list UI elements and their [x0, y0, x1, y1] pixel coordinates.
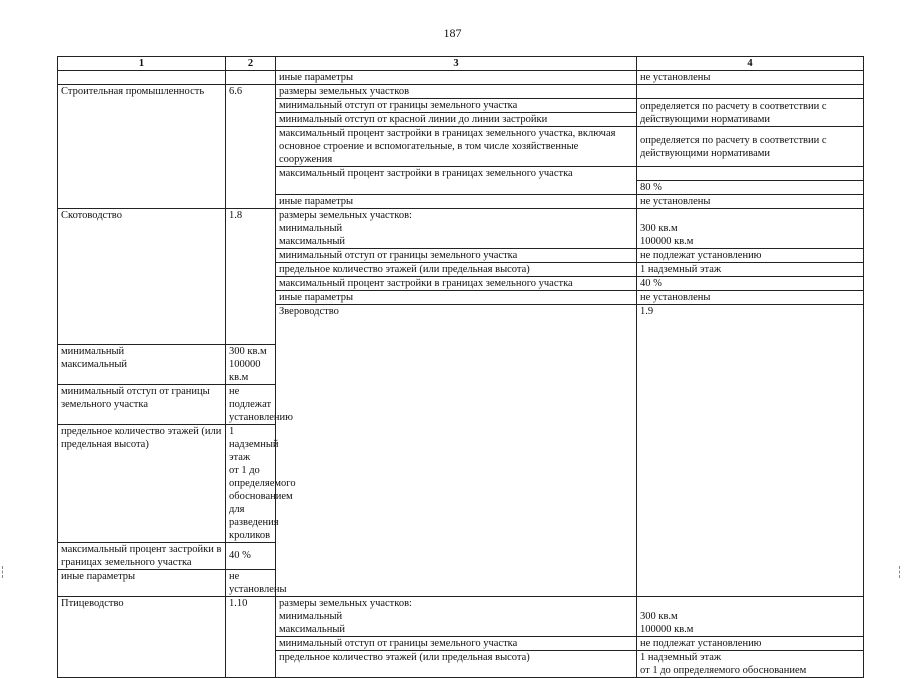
cell-value: 40 % [226, 542, 276, 569]
table-row [58, 71, 864, 85]
cell-parameter: минимальный отступ от границы земельного участка [58, 384, 226, 424]
cell-parameter: минимальный [276, 610, 637, 623]
cell-code: 1.8 [226, 209, 276, 345]
cell-parameter: максимальный [276, 235, 637, 249]
cell-value: не установлены [637, 71, 864, 85]
cell-parameter: минимальный отступ от границы земельного участка [276, 249, 637, 263]
cell-value: определяется по расчету в соответствии с действующими нормативами [637, 99, 864, 127]
cell-value: от 1 до определяемого обоснованием [226, 464, 276, 503]
cell-parameter: минимальный отступ от красной линии до линии застройки [276, 113, 637, 127]
cell-value: определяется по расчету в соответствии с действующими нормативами [637, 127, 864, 167]
cell-value: от 1 до определяемого обоснованием [637, 664, 864, 678]
cell-parameter: максимальный процент застройки в границах земельного участка, включая основное строение и вспомогательные, в том числе хозяйственные сооружения [276, 127, 637, 167]
table-row [58, 596, 864, 610]
cell-name: Скотоводство [58, 209, 226, 345]
table-row [58, 85, 864, 99]
column-header-2: 2 [226, 57, 276, 71]
cell-name [58, 71, 226, 85]
cell-parameter: минимальный [58, 344, 226, 358]
cell-value [637, 209, 864, 223]
cell-name: Птицеводство [58, 596, 226, 677]
cell-parameter: максимальный [58, 358, 226, 385]
cell-parameter: иные параметры [276, 71, 637, 85]
cell-value: не установлены [637, 291, 864, 305]
cell-value: 300 кв.м [226, 344, 276, 358]
cell-value: 1 надземный этаж [226, 424, 276, 464]
cell-value: 300 кв.м [637, 222, 864, 235]
cell-value: 100000 кв.м [637, 235, 864, 249]
scan-edge-mark [899, 566, 902, 578]
land-use-parameters-table [57, 56, 864, 678]
cell-parameter: максимальный процент застройки в границах земельного участка [276, 277, 637, 291]
cell-value [637, 596, 864, 610]
cell-parameter: максимальный [276, 623, 637, 637]
cell-value: не подлежат установлению [637, 249, 864, 263]
cell-value: не установлены [226, 569, 276, 596]
cell-parameter: размеры земельных участков: [276, 596, 637, 610]
cell-value: 40 % [637, 277, 864, 291]
cell-code: 1.9 [637, 305, 864, 597]
cell-parameter: размеры земельных участков [276, 85, 637, 99]
cell-value: 100000 кв.м [226, 358, 276, 385]
cell-parameter: максимальный процент застройки в границах земельного участка [276, 167, 637, 195]
cell-code [226, 71, 276, 85]
cell-parameter: минимальный отступ от границы земельного участка [276, 99, 637, 113]
cell-value: для разведения кроликов [226, 503, 276, 543]
cell-parameter: предельное количество этажей (или предельная высота) [276, 650, 637, 677]
cell-parameter: минимальный [276, 222, 637, 235]
scan-edge-mark [2, 566, 5, 578]
column-header-4: 4 [637, 57, 864, 71]
cell-code: 1.10 [226, 596, 276, 677]
cell-value: не подлежат установлению [637, 636, 864, 650]
cell-name: Звероводство [276, 305, 637, 597]
cell-parameter: иные параметры [276, 291, 637, 305]
page-number: 187 [443, 26, 462, 40]
cell-value: 100000 кв.м [637, 623, 864, 637]
column-header-3: 3 [276, 57, 637, 71]
cell-parameter: минимальный отступ от границы земельного участка [276, 636, 637, 650]
cell-value: 1 надземный этаж [637, 263, 864, 277]
cell-parameter: размеры земельных участков: [276, 209, 637, 223]
cell-parameter: предельное количество этажей (или предельная высота) [276, 263, 637, 277]
cell-parameter: иные параметры [58, 569, 226, 596]
cell-name: Строительная промышленность [58, 85, 226, 209]
cell-value: не подлежат установлению [226, 384, 276, 424]
cell-parameter: максимальный процент застройки в границах земельного участка [58, 542, 226, 569]
cell-value: 80 % [637, 181, 864, 195]
table-row [58, 209, 864, 223]
cell-value [637, 167, 864, 181]
cell-value: 1 надземный этаж [637, 650, 864, 664]
cell-parameter: предельное количество этажей (или предельная высота) [58, 424, 226, 542]
cell-value [637, 85, 864, 99]
cell-parameter: иные параметры [276, 195, 637, 209]
cell-code: 6.6 [226, 85, 276, 209]
cell-value: не установлены [637, 195, 864, 209]
column-header-1: 1 [58, 57, 226, 71]
cell-value: 300 кв.м [637, 610, 864, 623]
header-row [58, 57, 864, 71]
